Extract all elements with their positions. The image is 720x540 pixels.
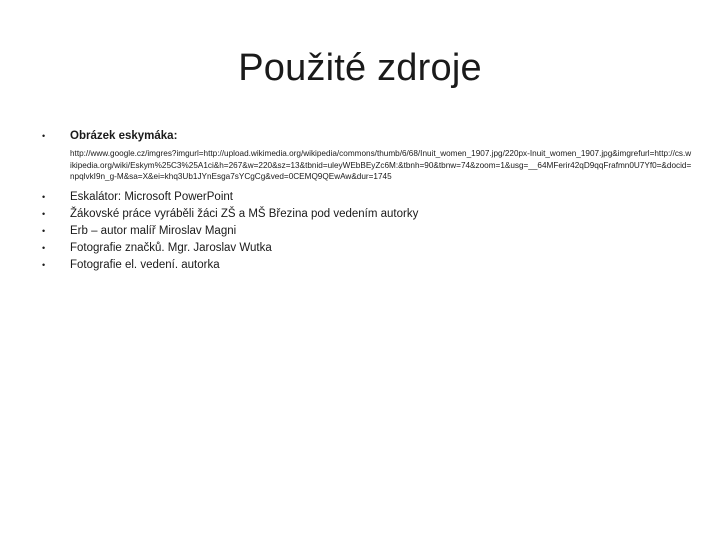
- slide-title: Použité zdroje: [238, 47, 482, 89]
- list-item-text: Žákovské práce vyráběli žáci ZŠ a MŠ Březina pod vedením autorky: [70, 207, 419, 220]
- bullet-icon: •: [42, 191, 46, 202]
- list-item: [36, 257, 692, 274]
- list-item: [36, 206, 692, 223]
- list-item: [36, 189, 692, 206]
- bullet-icon: •: [42, 131, 46, 141]
- list-item-image-source: [36, 128, 692, 183]
- bullet-icon: •: [42, 225, 46, 236]
- list-item-text: Fotografie značků. Mgr. Jaroslav Wutka: [70, 241, 272, 254]
- source-label: Obrázek eskymáka:: [70, 130, 178, 142]
- list-item: [36, 223, 692, 240]
- source-list: [36, 128, 692, 274]
- bullet-icon: •: [42, 259, 46, 270]
- list-item-text: Eskalátor: Microsoft PowerPoint: [70, 190, 233, 203]
- list-item: [36, 240, 692, 257]
- source-url: http://www.google.cz/imgres?imgurl=http://upload.wikimedia.org/wikipedia/commons/thumb/6/68/Inuit_women_1907.jpg/220px-Inuit_women_1907.jpg&imgrefurl=http://cs.wikipedia.org/wiki/Eskym%25C3%25A1ci&h=267&w=220&sz=13&tbnid=uleyWEbBEyZc6M:&tbnh=90&tbnw=74&zoom=1&usg=__64MFerir42qD9qqFrafmn0U7Yf0=&docid=npqlvkI9n_g-M&sa=X&ei=khq3Ub1JYnEsga7sYCgCg&ved=0CEMQ9QEwAw&dur=1745: [70, 149, 692, 181]
- list-item-text: Fotografie el. vedení. autorka: [70, 258, 220, 271]
- list-item-text: Erb – autor malíř Miroslav Magni: [70, 224, 237, 237]
- bullet-icon: •: [42, 242, 46, 253]
- bullet-icon: •: [42, 208, 46, 219]
